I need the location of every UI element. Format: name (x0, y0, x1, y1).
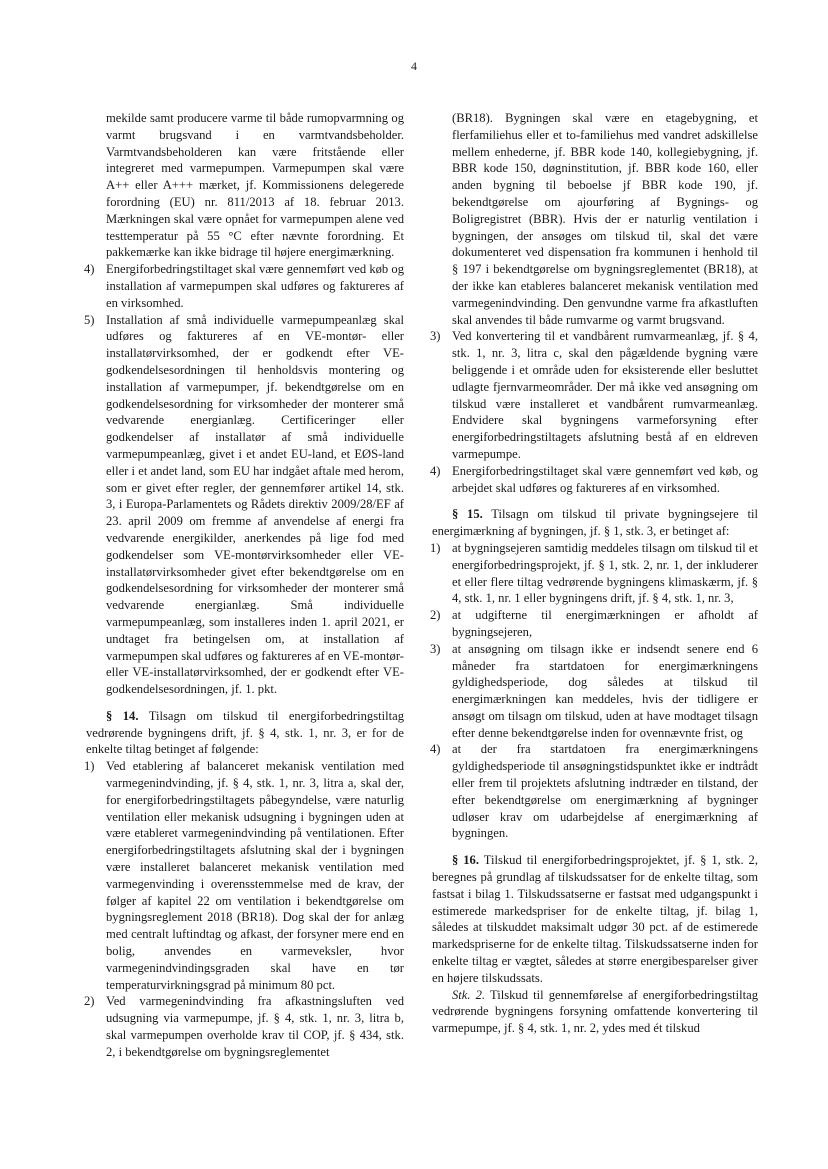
section-text: Tilsagn om tilskud til energiforbedringstiltag vedrørende bygningens drift, jf. § 4, stk. 1, nr. 3, er for de enkelte tiltag betinget af følgende: (86, 708, 405, 757)
list-item (432, 607, 758, 641)
list-text: Installation af små individuelle varmepumpeanlæg skal udføres og faktureres af en VE-montør- eller installatørvirksomhed, der er godkendt efter VE-godkendelsesordningen til henholdsvis montering og installation af varmepumper, jf. bekendtgørelse om en godkendelsesordning for virksomheder der monterer små vedvarende energianlæg. Certificeringer eller godkendelser af installatør af små individuelle varmepumpeanlæg, givet i et andet EU-land, et EØS-land eller i et andet land, som EU har indgået aftale med herom, som er givet efter regler, der gennemfører artikel 14, stk. 3, i Europa-Parlamentets og Rådets direktiv 2009/28/EF af 23. april 2009 om fremme af anvendelse af energi fra vedvarende energikilder, anerkendes på lige fod med godkendelser som VE-montørvirksomheder eller VE-installatørvirksomheder givet efter bekendtgørelse om en godkendelsesordning for virksomheder der monterer små vedvarende energianlæg. Små individuelle varmepumpeanlæg, som installeres inden 1. april 2021, er undtaget fra betingelsen om, at installation af varmepumpen skal udføres og faktureres af en VE-montør- eller VE-installatørvirksomhed, der er godkendt efter VE-godkendelsesordningen, jf. 1. pkt. (106, 312, 404, 697)
list-text: at der fra startdatoen fra energimærkningens gyldighedsperiode til ansøgningstidspunktet ikke er indtrådt eller frem til projektets afslutning indtræder en tilstand, der efter bekendtgørelse om energimærkning af bygninger udløser krav om udarbejdelse af energimærkning af bygningen. (452, 742, 758, 841)
list-item (86, 312, 404, 698)
paragraph-continuation: (BR18). Bygningen skal være en etagebygning, et flerfamiliehus eller et to-familiehus med vandret adskillelse mellem enhederne, jf. BBR kode 140, kollegiebygning, jf. BBR kode 150, døgninstitution, jf. BBR kode 160, eller anden bygning til beboelse jf BBR kode 190, jf. bekendtgørelse om ajourføring af Bygnings- og Boligregistret (BBR). Hvis der er naturlig ventilation i bygningen, der ansøges om tilskud til, skal det være dokumenteret ved dispensation fra kommunen i henhold til § 197 i bekendtgørelse om bygningsreglementet (BR18), at der ikke kan etableres balanceret mekanisk ventilation med varmegenindvinding. Den genvundne varme fra afkastluften skal anvendes til både rumvarme og varmt brugsvand. (452, 111, 758, 327)
list-text: at ansøgning om tilsagn ikke er indsendt senere end 6 måneder fra startdatoen for energimærkningens gyldighedsperiode, dog således at tilskud til energimærkningen kan meddeles, hvis der tidligere er ansøgt om tilsagn om tilskud, uden at have modtaget tilsagn efter denne bekendtgørelse inden for ovennævnte frist, og (452, 641, 758, 740)
stk-label: Stk. 2. (452, 987, 486, 1002)
section-label: § 15. (452, 507, 483, 522)
list-text: Ved etablering af balanceret mekanisk ventilation med varmegenindvinding, jf. § 4, stk. 1, nr. 3, litra a, skal der, for energiforbedringstiltagets påbegyndelse, være naturlig ventilation eller mekanisk udsugning i bygningen uden at være etableret varmegenindvinding på ventilationen. Efter energiforbedringstiltagets afslutning skal der i bygningen være installeret balanceret mekanisk ventilation med varmegenvinding i overensstemmelse med de krav, der følger af kapitel 22 om ventilation i bekendtgørelse om bygningsreglement 2018 (BR18). Dog skal der for anlæg med centralt luftindtag og afkast, der forsyner mere end en bolig, anvendes en varmeveksler, hvor varmegenindvindingsgraden skal have en tør temperaturvirkningsgrad på minimum 80 pct. (106, 759, 404, 992)
section-16 (432, 852, 758, 986)
left-column (86, 110, 404, 1061)
list-item (432, 328, 758, 462)
page-number: 4 (411, 59, 417, 73)
list-number: 4) (84, 262, 95, 277)
list-item (432, 641, 758, 742)
section-14 (86, 708, 404, 758)
stk-text: Tilskud til gennemførelse af energiforbedringstiltag vedrørende bygningens forsyning omfattende konvertering til varmepumpe, jf. § 4, stk. 1, nr. 2, ydes med ét tilskud (432, 987, 758, 1036)
paragraph-continuation: mekilde samt producere varme til både rumopvarmning og varmt brugsvand i en varmtvandsbeholder. Varmtvandsbeholderen kan være fritstående eller integreret med varmepumpen. Varmepumpen skal være A++ eller A+++ mærket, jf. Kommissionens delegerede forordning (EU) nr. 811/2013 af 18. februar 2013. Mærkningen skal være opnået for varmepumpen alene ved testtemperatur på 55 °C efter nævnte forordning. Et pakkemærke kan ikke bidrage til højere energimærkning. (106, 111, 404, 260)
list-item (86, 993, 404, 1060)
list-item (432, 741, 758, 842)
list-item (432, 463, 758, 497)
list-number: 4) (430, 742, 441, 757)
list-item (86, 261, 404, 311)
section-label: § 14. (106, 708, 139, 723)
section-15 (432, 506, 758, 540)
list-item (432, 540, 758, 607)
list-text: at bygningsejeren samtidig meddeles tilsagn om tilskud til et energiforbedringsprojekt, jf. § 1, stk. 2, nr. 1, der inkluderer et eller flere tiltag vedrørende bygningens klimaskærm, jf. § 4, stk. 1, nr. 1 eller bygningens drift, jf. § 4, stk. 1, nr. 3, (452, 540, 758, 606)
list-text: Energiforbedringstiltaget skal være gennemført ved køb, og arbejdet skal udføres og faktureres af en virksomhed. (452, 463, 758, 495)
section-label: § 16. (452, 853, 479, 868)
list-text: Ved varmegenindvinding fra afkastningsluften ved udsugning via varmepumpe, jf. § 4, stk. 1, nr. 3, litra b, skal varmepumpen overholde krav til COP, jf. § 434, stk. 2, i bekendtgørelse om bygningsreglementet (106, 994, 404, 1059)
list-text: at udgifterne til energimærkningen er afholdt af bygningsejeren, (452, 608, 758, 639)
list-text: Energiforbedringstiltaget skal være gennemført ved køb og installation af varmepumpen skal udføres og faktureres af en virksomhed. (106, 262, 404, 310)
list-number: 4) (430, 463, 441, 478)
list-item (86, 758, 404, 993)
list-number: 1) (430, 540, 441, 555)
list-number: 1) (84, 759, 95, 774)
list-text: Ved konvertering til et vandbårent rumvarmeanlæg, jf. § 4, stk. 1, nr. 3, litra c, skal den pågældende bygning være beliggende i et område uden for eksisterende eller besluttet udlagte fjernvarmeområder. Der må ikke ved ansøgning om tilskud være installeret et vandbårent rumvarmeanlæg. Endvidere skal bygningens varmeforsyning efter energiforbedringstiltagets afslutning bestå af en eldreven varmepumpe. (452, 329, 758, 461)
right-column (432, 110, 758, 1037)
list-number: 3) (430, 329, 441, 344)
stk-2-paragraph (432, 987, 758, 1037)
section-text: Tilsagn om tilskud til private bygningsejere til energimærkning af bygningen, jf. § 1, stk. 3, er betinget af: (432, 507, 758, 539)
list-number: 2) (84, 994, 95, 1009)
list-number: 3) (430, 641, 441, 656)
list-number: 2) (430, 608, 441, 623)
section-text: Tilskud til energiforbedringsprojektet, jf. § 1, stk. 2, beregnes på grundlag af tilskudssatser for de enkelte tiltag, som fastsat i bilag 1. Tilskudssatserne er fastsat med udgangspunkt i estimerede markedspriser for de enkelte tiltag, jf. bilag 1, således at tilskuddet maksimalt udgør 30 pct. af de estimerede markedspriserne for de enkelte tiltag. Tilskudssatserne inden for enkelte tiltag er vægtet, således at større energibesparelser giver en højere tilskudssats. (432, 853, 759, 985)
list-number: 5) (84, 312, 95, 327)
